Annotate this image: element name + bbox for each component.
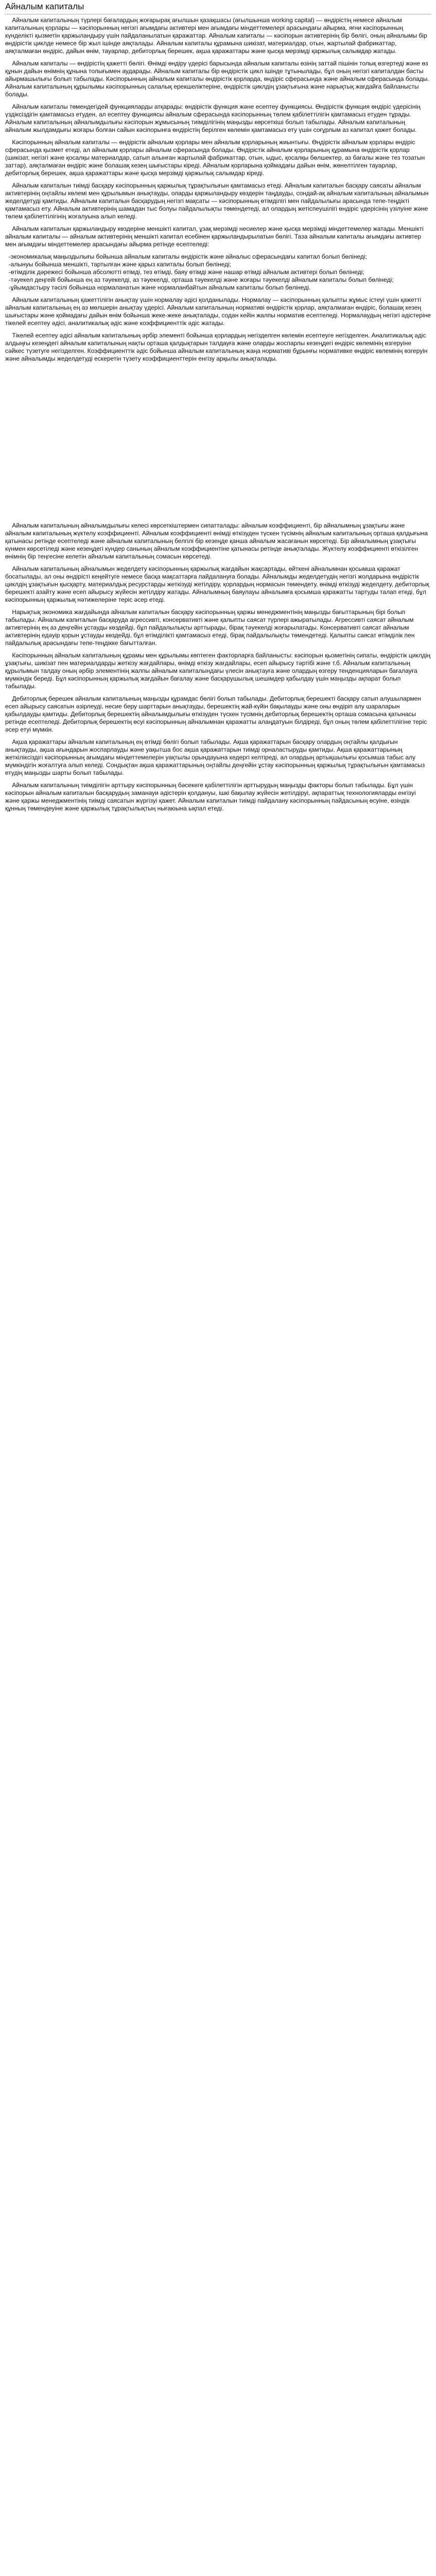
document-page [0, 0, 436, 827]
paragraph: Дебиторлық берешек айналым капиталының маңызды құрамдас бөлігі болып табылады. Дебиторлық берешекті басқару сатып алушылармен есеп айырысу саясатын әзірлеуді, несие беру шарттарын анықтауды, берешектің жай-күйін бақылауды және оны өндіріп алу шараларын қабылдауды қамтиды. Дебиторлық берешектің айналымдылығы өткізуден түскен түсімнің дебиторлық берешектің орташа сомасына қатынасы ретінде есептеледі. Дебиторлық берешектің өсуі кәсіпорынның айналымнан қаражатты алаңдатуын білдіреді, бұл оның төлем қабілеттілігіне теріс әсер етуі мүмкін. [5, 695, 429, 733]
paragraph: Айналым капиталы төмендегідей функцияларды атқарады: өндірістік функция және есептеу функциясы. Өндірістік функция өндіріс үдерісінің үздіксіздігін қамтамасыз етуден, ал есептеу функциясы айналым сферасында кәсіпорынның төлем қабілеттілігін қамтамасыз етуден тұрады. Айналым капиталының айналымдылығы кәсіпорын жұмысының тиімділігінің маңызды көрсеткіші болып табылады. Айналым капиталының айналым жылдамдығы жоғары болған сайын кәсіпорынға өндірістің берілген көлемін қамтамасыз ету үшін соғұрлым аз капитал қажет болады. [5, 103, 423, 133]
paragraph: Айналым капиталын тиімді басқару кәсіпорынның қаржылық тұрақтылығын қамтамасыз етеді. Айналым капиталын басқару саясаты айналым активтерінің оңтайлы көлемі мен құрылымын анықтауды, оларды қаржыландыру көздерін таңдауды, сондай-ақ айналым капиталының айналымын жеделдетуді қамтиды. Айналым капиталын басқарудың негізгі мақсаты — кәсіпорынның өтімділігі мен пайдалылығы арасында тепе-теңдікті қамтамасыз ету. Айналым активтерінің шамадан тыс болуы пайдалылықты төмендетеді, ал олардың жетіспеушілігі өндіріс үдерісінің үзілуіне және төлем қабілеттілігінің жоғалуына алып келеді. [5, 182, 430, 220]
document-body-part-1 [5, 16, 431, 363]
page-title: Айналым капиталы [5, 2, 84, 11]
paragraph: Айналым капиталының айналымдылығы келесі көрсеткіштермен сипатталады: айналым коэффициенті, бір айналымның ұзақтығы және айналым капиталының жүктелу коэффициенті. Айналым коэффициенті өнімді өткізуден түскен түсімнің айналым капиталының орташа қалдығына қатынасы ретінде есептеледі және айналым капиталының белгілі бір кезеңде қанша айналым жасағанын көрсетеді. Бір айналымның ұзақтығы күнмен көрсетіледі және кезеңдегі күндер санының айналым коэффициентіне қатынасы ретінде анықталады. Жүктелу коэффициенті өткізілген өнімнің бір теңгесіне келетін айналым капиталының сомасын көрсетеді. [5, 522, 430, 560]
paragraph: Айналым капиталы — өндірістің қажетті бөлігі. Өнімді өндіру үдерісі барысында айналым капиталы өзінің заттай пішінін толық өзгертеді және өз құнын дайын өнімнің құнына толығымен аударады. Айналым капиталы бір өндірістік цикл ішінде тұтынылады, бұл оның негізгі капиталдан басты айырмашылығы болып табылады. Кәсіпорынның айналым капиталы өндірістік қорларда, өндіріс сферасында және айналым сферасында болады. Айналым капиталының құрылымы кәсіпорынның салалық ерекшеліктеріне, өндірістік циклдің ұзақтығына және нарықтық жағдайға байланысты болады. [5, 60, 431, 98]
document-body-part-2 [5, 522, 431, 812]
paragraph: Кәсіпорынның айналым капиталының құрамы мен құрылымы көптеген факторларға байланысты: кәсіпорын қызметінің сипаты, өндірістік циклдің ұзақтығы, шикізат пен материалдарды жеткізу жағдайлары, өнімді өткізу жағдайлары, есеп айырысу тәртібі және т.б. Айналым капиталының құрылымын талдау оның әрбір элементінің жалпы айналым капиталындағы үлесін анықтауға және олардың өзгеру тенденцияларын бағалауға мүмкіндік береді. Бұл кәсіпорынның қаржылық жағдайын бағалау және басқарушылық шешімдер қабылдау үшін маңызды ақпарат болып табылады. [5, 652, 432, 690]
paragraph: Айналым капиталының айналымын жеделдету кәсіпорынның қаржылық жағдайын жақсартады, өйткені айналымнан қосымша қаражат босатылады, ал оны өндірісті кеңейтуге немесе басқа мақсаттарға пайдалануға болады. Айналымды жеделдетудің негізгі жолдарына өндірістік циклдің ұзақтығын қысқарту, материалдық ресурстарды жеткізуді жетілдіру, қорлардың нормасын төмендету, өнімді өткізуді жеделдету, дебиторлық берешекті азайту және есеп айырысу жүйесін жетілдіру жатады. Айналымның баяулауы айналымға қосымша қаражатты тартуды талап етеді, бұл кәсіпорынның қаржылық нәтижелеріне теріс әсер етеді. [5, 565, 431, 603]
paragraph: Айналым капиталының қажеттілігін анықтау үшін нормалау әдісі қолданылады. Нормалау — кәсіпорынның қалыпты жұмыс істеуі үшін қажетті айналым капиталының ең аз мөлшерін анықтау үдерісі. Айналым капиталының нормативі өндірістік қорлар, аяқталмаған өндіріс, болашақ кезең шығыстары және қоймадағы дайын өнім бойынша жеке-жеке анықталады, содан кейін жалпы норматив есептеледі. Нормалаудың негізгі әдістеріне тікелей есептеу әдісі, аналитикалық әдіс және коэффициенттік әдіс жатады. [5, 296, 433, 327]
paragraph: Айналым капиталының тиімділігін арттыру кәсіпорынның бәсекеге қабілеттілігін арттырудың маңызды факторы болып табылады. Бұл үшін кәсіпорын айналым капиталын басқарудың заманауи әдістерін қолдануы, ішкі бақылау жүйесін жетілдіруі, ақпараттық технологияларды енгізуі және қаржы менеджментінің тиімді саясатын жүргізуі қажет. Айналым капиталын тиімді пайдалану кәсіпорынның пайдасының өсуіне, өзіндік құнның төмендеуіне және қаржылық тұрақтылықтың нығаюына ықпал етеді. [5, 782, 418, 812]
paragraph: Нарықтық экономика жағдайында айналым капиталын басқару кәсіпорынның қаржы менеджментінің маңызды бағыттарының бірі болып табылады. Айналым капиталын басқаруда агрессивті, консервативті және қалыпты саясат түрлері ажыратылады. Агрессивті саясат айналым активтерінің ең аз деңгейін ұстауды көздейді, бұл пайдалылықты арттырады, бірақ тәуекелді жоғарылатады. Консервативті саясат айналым активтерінің едәуір қорын ұстауды көздейді, бұл өтімділікті қамтамасыз етеді, бірақ пайдалылықты төмендетеді. Қалыпты саясат өтімділік пен пайдалылық арасындағы тепе-теңдікке бағытталған. [5, 608, 416, 647]
paragraph-list: -экономикалық маңыздылығы бойынша айналым капиталы өндірістік және айналыс сферасындағы капитал болып бөлінеді; -алынуы бойынша меншікті, тартылған және қарыз капиталы болып бөлінеді; -өтімділік дәрежесі бойынша абсолютті өтімді, тез өтімді, баяу өтімді және нашар өтімді айналым активтері болып бөлінеді; -тәуекел деңгейі бойынша ең аз тәуекелді, аз тәуекелді, орташа тәуекелді және жоғары тәуекелді айналым капиталы болып бөлінеді; -ұйымдастыру тәсілі бойынша нормаланатын және нормаланбайтын айналым капиталы болып бөлінеді. [8, 253, 394, 291]
paragraph: Кәсіпорынның айналым капиталы — өндірістік айналым қорлары мен айналым қорларының жиынтығы. Өндірістік айналым қорлары өндіріс сферасында қызмет етеді, ал айналым қорлары айналым сферасында болады. Өндірістік айналым қорларының құрамына өндірістік қорлар (шикізат, негізгі және қосалқы материалдар, сатып алынған жартылай фабрикаттар, отын, ыдыс, қосалқы бөлшектер, аз бағалы және тез тозатын заттар), аяқталмаған өндіріс және болашақ кезең шығыстары кіреді. Айналым қорларына қоймадағы дайын өнім, жөнелтілген тауарлар, дебиторлық берешек, ақша қаражаттары және қысқа мерзімді қаржылық салымдар кіреді. [5, 139, 427, 177]
paragraph: Тікелей есептеу әдісі айналым капиталының әрбір элементі бойынша қорлардың негізделген көлемін есептеуге негізделген. Аналитикалық әдіс алдыңғы кезеңдегі айналым капиталының нақты орташа қалдықтарын талдауға және оларды жоспарлы кезеңдегі өндіріс көлемінің өзгеруіне сәйкес түзетуге негізделген. Коэффициенттік әдіс бойынша айналым капиталының жаңа нормативі бұрынғы нормативке өндіріс көлемінің өзгеруін және айналымды жеделдетуді ескеретін түзету коэффициенттерін енгізу арқылы анықталады. [5, 332, 429, 362]
paragraph: Ақша қаражаттары айналым капиталының ең өтімді бөлігі болып табылады. Ақша қаражаттарын басқару олардың оңтайлы қалдығын анықтауды, ақша ағындарын жоспарлауды және уақытша бос ақша қаражаттарын тиімді орналастыруды қамтиды. Ақша қаражаттарының жеткіліксіздігі кәсіпорынның ағымдағы міндеттемелерін уақтылы орындауына кедергі келтіреді, ал олардың артықшылығы қосымша табыс алу мүмкіндігін жоғалтуға алып келеді. Сондықтан ақша қаражаттарының оңтайлы деңгейін ұстау кәсіпорынның қаржылық тұрақтылығын қамтамасыз етудің маңызды шарты болып табылады. [5, 738, 427, 776]
blank-space [5, 367, 431, 522]
paragraph: Айналым капиталын қаржыландыру көздеріне меншікті капитал, ұзақ мерзімді несиелер және қысқа мерзімді міндеттемелер жатады. Меншікті айналым капиталы — айналым активтерінің меншікті капитал есебінен қаржыландырылатын бөлігі. Таза айналым капиталы ағымдағы активтер мен ағымдағы міндеттемелер арасындағы айырма ретінде есептеледі: [5, 225, 426, 248]
paragraph: Айналым капиталының түрлері бағалардың жоғарырақ ағылшын қазақшасы (ағылшынша working capital) — өндірістің немесе айналым капиталының қорлары — кәсіпорынның негізгі ағымдағы активтері мен ағымдағы міндеттемелері арасындағы айырма, яғни кәсіпорынның күнделікті қызметін қаржыландыру үшін пайдаланылатын қаражаттар. Айналым капиталы — кәсіпорын активтерінің бір бөлігі, оның айналымы бір өндірістік циклде немесе бір жыл ішінде аяқталады. Айналым капиталы құрамына шикізат, материалдар, отын, жартылай фабрикаттар, аяқталмаған өндіріс, дайын өнім, тауарлар, дебиторлық берешек, ақша қаражаттары және қысқа мерзімді қаржылық салымдар жатады. [5, 16, 429, 55]
